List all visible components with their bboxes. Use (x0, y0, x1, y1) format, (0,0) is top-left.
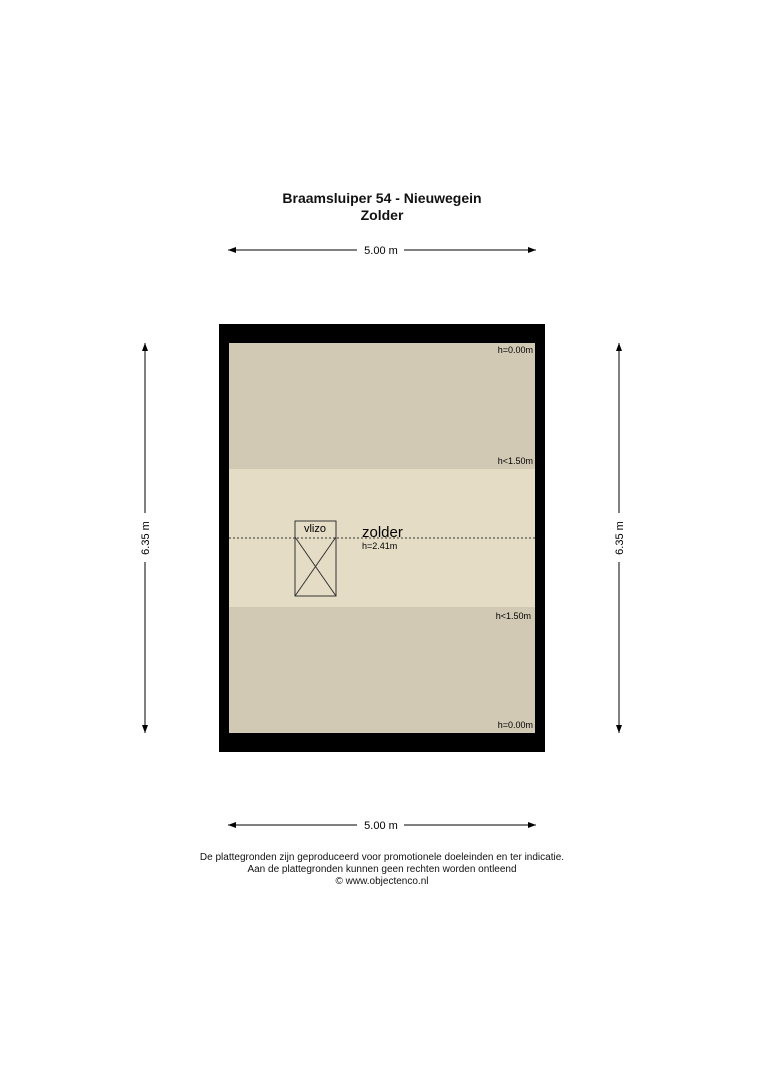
height-marker-upper: h<1.50m (497, 456, 533, 466)
disclaimer-line-1: De plattegronden zijn geproduceerd voor promotionele doeleinden en ter indicatie. (199, 852, 565, 863)
low-ceiling-zone-top (229, 343, 535, 469)
top-dimension (228, 245, 536, 257)
copyright-line: © www.objectenco.nl (335, 876, 429, 887)
height-marker-top: h=0.00m (497, 345, 533, 355)
bottom-dimension (228, 820, 536, 832)
floor-name: Zolder (360, 207, 404, 223)
left-dimension-label: 6.35 m (140, 521, 152, 555)
low-ceiling-zone-bottom (229, 607, 535, 733)
right-dimension (614, 343, 626, 733)
room-name: zolder (362, 524, 403, 541)
top-dimension-label: 5.00 m (364, 245, 398, 257)
bottom-dimension-label: 5.00 m (364, 820, 398, 832)
height-marker-lower: h<1.50m (495, 611, 531, 621)
hatch-label: vlizo (303, 523, 327, 535)
room-height: h=2.41m (362, 541, 398, 551)
disclaimer (0, 852, 764, 888)
plan-title: Braamsluiper 54 - Nieuwegein (282, 190, 482, 206)
height-marker-bottom: h=0.00m (497, 720, 533, 730)
left-dimension (140, 343, 152, 733)
right-dimension-label: 6.35 m (614, 521, 626, 555)
disclaimer-line-2: Aan de plattegronden kunnen geen rechten worden ontleend (247, 864, 517, 875)
